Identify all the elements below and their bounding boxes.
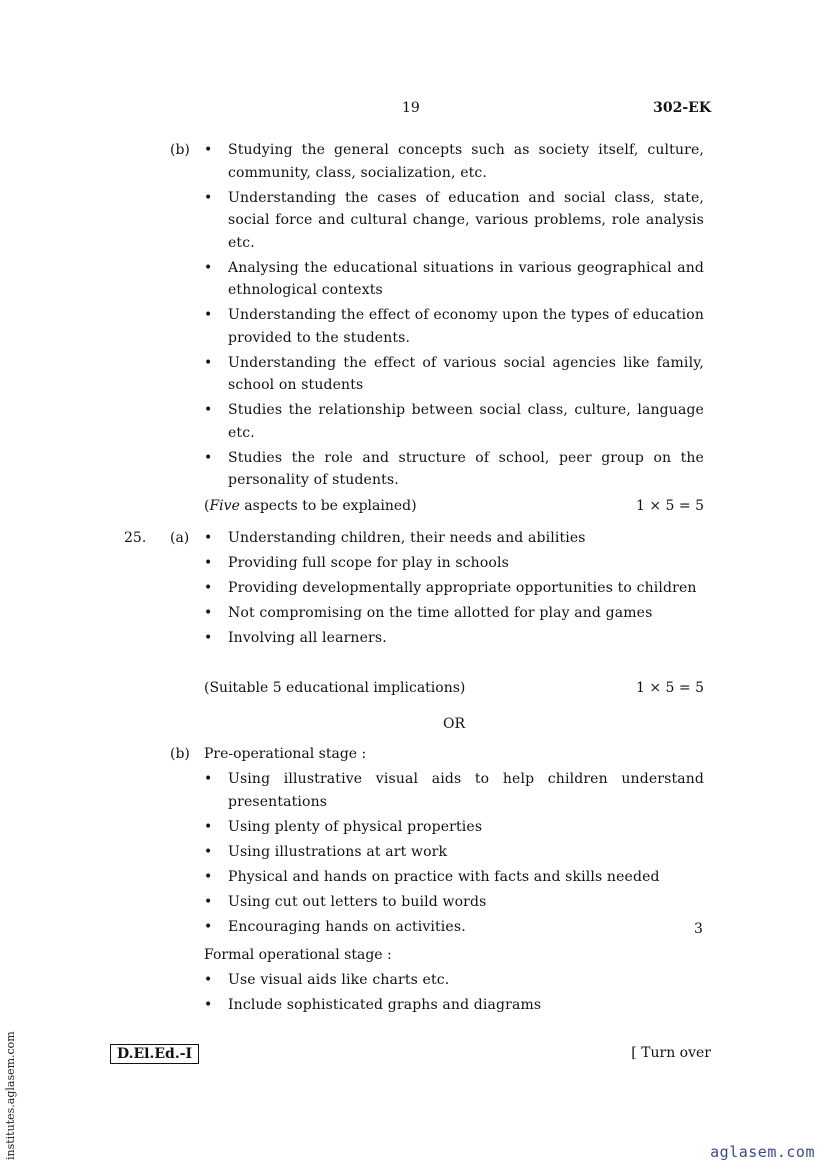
list-item: • Analysing the educational situations in various geographical and ethnological contexts: [204, 257, 704, 302]
list-item: • Encouraging hands on activities.: [204, 916, 704, 939]
list-item: • Understanding the effect of various social agencies like family, school on students: [204, 352, 704, 397]
paper-code: 302-EK: [653, 100, 711, 116]
q24b-note-italic: Five: [209, 498, 240, 514]
q25a-note: [204, 677, 704, 699]
q25a-marks: 1 × 5 = 5: [636, 680, 704, 696]
brand-watermark: aglasem.com: [710, 1143, 815, 1161]
q24b-note: [204, 495, 704, 517]
page-number: 19: [402, 100, 420, 116]
list-item: • Include sophisticated graphs and diagrams: [204, 994, 704, 1017]
stage2-title: Formal operational stage :: [204, 947, 392, 963]
q25a-note-text: (Suitable 5 educational implications): [204, 680, 466, 696]
list-item: • Using cut out letters to build words: [204, 891, 704, 914]
list-item: • Understanding the effect of economy upon the types of education provided to the students.: [204, 304, 704, 349]
turn-over: [ Turn over: [631, 1045, 711, 1061]
q25a-list: [204, 527, 704, 652]
q25-number: 25.: [124, 530, 147, 546]
list-item: • Understanding the cases of education and social class, state, social force and cultural change, various problems, role analysis etc.: [204, 187, 704, 255]
stage1-title: Pre-operational stage :: [204, 746, 367, 762]
list-item: • Not compromising on the time allotted for play and games: [204, 602, 704, 625]
list-item: • Using plenty of physical properties: [204, 816, 704, 839]
list-item: • Using illustrations at art work: [204, 841, 704, 864]
list-item: • Understanding children, their needs and abilities: [204, 527, 704, 550]
or-divider: OR: [442, 716, 466, 732]
list-item: • Studies the relationship between social class, culture, language etc.: [204, 399, 704, 444]
list-item: • Providing developmentally appropriate opportunities to children: [204, 577, 704, 600]
q24b-note-prefix: (: [204, 498, 210, 514]
q25b-label: (b): [170, 746, 190, 762]
list-item: • Use visual aids like charts etc.: [204, 969, 704, 992]
q25a-label: (a): [170, 530, 190, 546]
list-item: • Studying the general concepts such as society itself, culture, community, class, socialization, etc.: [204, 139, 704, 184]
side-watermark: institutes.aglasem.com: [4, 1031, 17, 1160]
course-code-box: D.El.Ed.-I: [110, 1044, 199, 1064]
q24b-marks: 1 × 5 = 5: [636, 498, 704, 514]
stage1-marks: 3: [694, 921, 703, 937]
list-item: • Providing full scope for play in schools: [204, 552, 704, 575]
q24b-label: (b): [170, 142, 190, 158]
list-item: • Using illustrative visual aids to help children understand presentations: [204, 768, 704, 813]
list-item: • Physical and hands on practice with facts and skills needed: [204, 866, 704, 889]
stage2-list: [204, 969, 704, 1019]
list-item: • Involving all learners.: [204, 627, 704, 650]
stage1-list: [204, 768, 704, 941]
list-item: • Studies the role and structure of school, peer group on the personality of students.: [204, 447, 704, 492]
q24b-note-rest: aspects to be explained): [239, 498, 417, 514]
q24b-list: [204, 139, 704, 494]
